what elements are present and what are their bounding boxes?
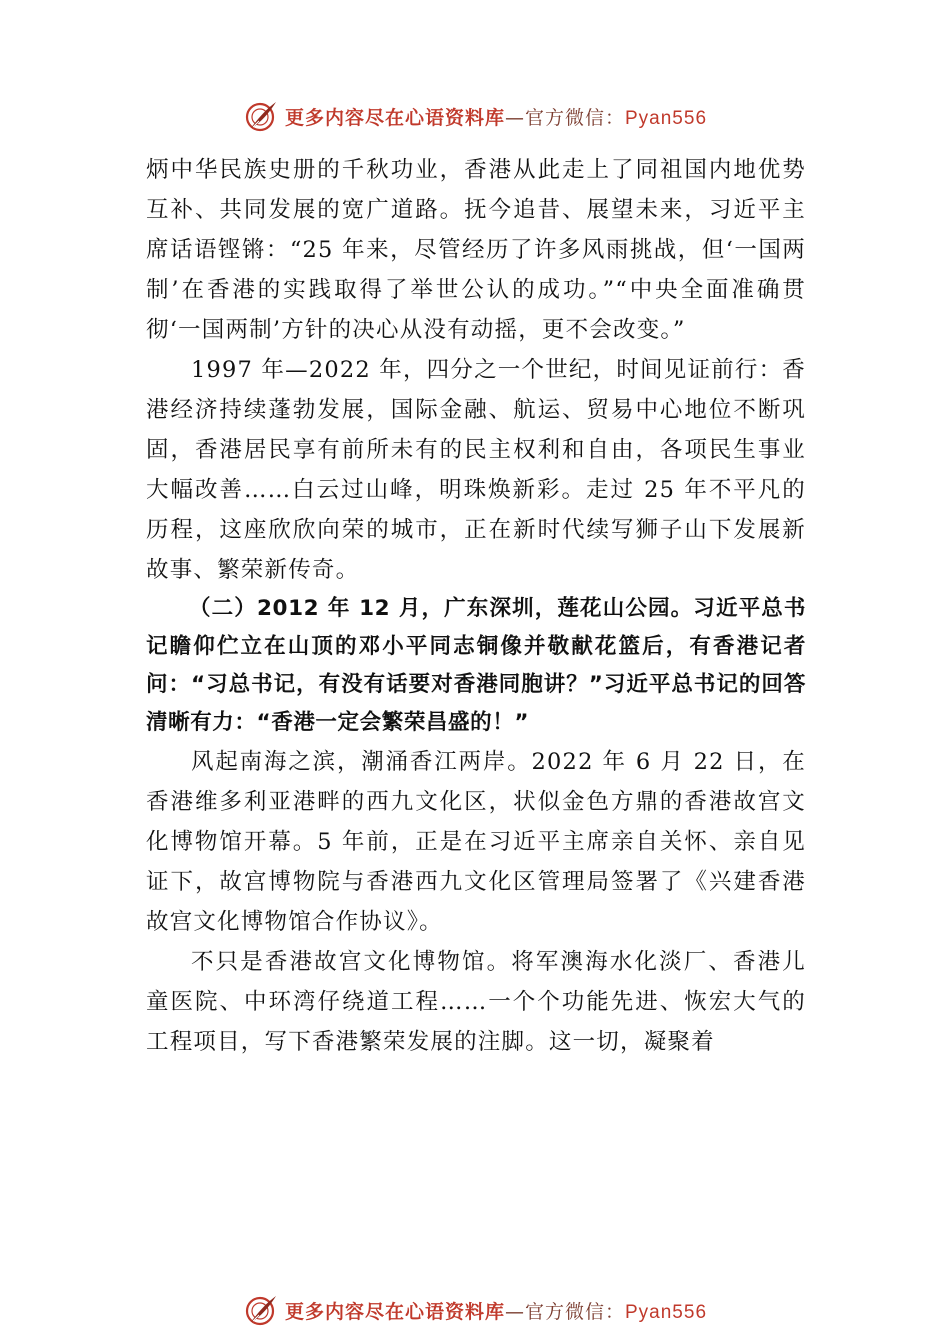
- footer-banner: [0, 1290, 950, 1330]
- paragraph-2: 1997 年—2022 年，四分之一个世纪，时间见证前行：香港经济持续蓬勃发展，国际金融、航运、贸易中心地位不断巩固，香港居民享有前所未有的民主权利和自由，各项民生事业大幅改善……白云过山峰，明珠焕新彩。走过 25 年不平凡的历程，这座欣欣向荣的城市，正在新时代续写狮子山下发展新故事、繁荣新传奇。: [146, 357, 806, 583]
- footer-brand: 更多内容尽在心语资料库: [284, 1300, 505, 1323]
- footer-contact-label: 官方微信：: [524, 1300, 625, 1323]
- footer-contact-id: Pyan556: [625, 1301, 708, 1323]
- quill-seal-icon: [243, 1292, 279, 1328]
- paragraph-1: 炳中华民族史册的千秋功业，香港从此走上了同祖国内地优势互补、共同发展的宽广道路。抚今追昔、展望未来，习近平主席话语铿锵：“25 年来，尽管经历了许多风雨挑战，但‘一国两制’在香港的实践取得了举世公认的成功。”“中央全面准确贯彻‘一国两制’方针的决心从没有动摇，更不会改变。”: [146, 157, 806, 343]
- section-heading-paragraph: （二）2012 年 12 月，广东深圳，莲花山公园。习近平总书记瞻仰伫立在山顶的邓小平同志铜像并敬献花篮后，有香港记者问：“习总书记，有没有话要对香港同胞讲？”习近平总书记的回答清晰有力：“香港一定会繁荣昌盛的！”: [146, 596, 806, 735]
- quill-seal-icon: [243, 98, 279, 134]
- paragraph-4: 不只是香港故宫文化博物馆。将军澳海水化淡厂、香港儿童医院、中环湾仔绕道工程……一个个功能先进、恢宏大气的工程项目，写下香港繁荣发展的注脚。这一切，凝聚着: [146, 949, 806, 1055]
- footer-text: [285, 1297, 707, 1324]
- header-separator: —: [504, 106, 525, 129]
- header-text: [285, 103, 707, 130]
- paragraph-3: 风起南海之滨，潮涌香江两岸。2022 年 6 月 22 日，在香港维多利亚港畔的西九文化区，状似金色方鼎的香港故宫文化博物馆开幕。5 年前，正是在习近平主席亲自关怀、亲自见证下，故宫博物院与香港西九文化区管理局签署了《兴建香港故宫文化博物馆合作协议》。: [146, 749, 806, 935]
- header-brand: 更多内容尽在心语资料库: [284, 106, 505, 129]
- header-contact-id: Pyan556: [625, 107, 708, 129]
- footer-separator: —: [504, 1300, 525, 1323]
- header-contact-label: 官方微信：: [524, 106, 625, 129]
- document-body: [146, 150, 806, 1062]
- header-banner: [0, 96, 950, 136]
